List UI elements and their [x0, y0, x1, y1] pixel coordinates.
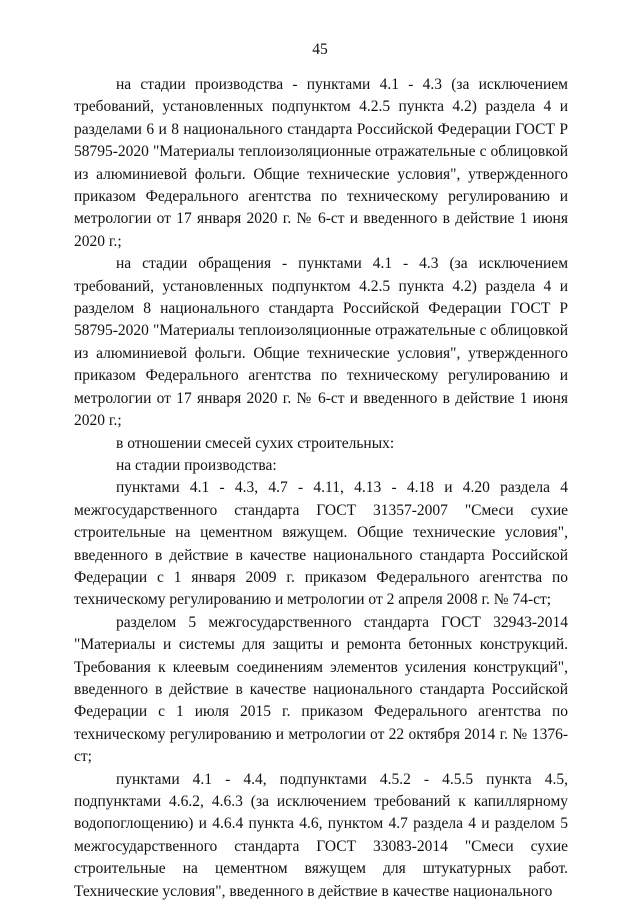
- paragraph-production-stage-heading: на стадии производства:: [116, 456, 277, 474]
- paragraph-production-stage-foil: на стадии производства - пунктами 4.1 - 4.3 (за исключением требований, установленных подпунктом 4.2.5 пункта 4.2) раздела 4 и разделами 6 и 8 национального стандарта Российской Федерации ГОСТ Р 58795-2020 "Материалы теплоизоляционные отражательные с облицовкой из алюминиевой фольги. Общие технические условия", утвержденного приказом Федерального агентства по техническому регулированию и метрологии от 17 января 2020 г. № 6-ст и введенного в действие 1 июня 2020 г.;: [74, 76, 568, 250]
- paragraph-gost-31357: пунктами 4.1 - 4.3, 4.7 - 4.11, 4.13 - 4.18 и 4.20 раздела 4 межгосударственного стандарта ГОСТ 31357-2007 "Смеси сухие строительные на цементном вяжущем. Общие технические условия", введенного в действие в качестве национального стандарта Российской Федерации с 1 января 2009 г. приказом Федерального агентства по техническому регулированию и метрологии от 2 апреля 2008 г. № 74-ст;: [74, 479, 568, 609]
- document-body: [74, 74, 568, 903]
- paragraph-circulation-stage-foil: на стадии обращения - пунктами 4.1 - 4.3 (за исключением требований, установленных подпунктом 4.2.5 пункта 4.2) раздела 4 и разделом 8 национального стандарта Российской Федерации ГОСТ Р 58795-2020 "Материалы теплоизоляционные отражательные с облицовкой из алюминиевой фольги. Общие технические условия", утвержденного приказом Федерального агентства по техническому регулированию и метрологии от 17 января 2020 г. № 6-ст и введенного в действие 1 июня 2020 г.;: [74, 255, 568, 430]
- paragraph-gost-32943: разделом 5 межгосударственного стандарта ГОСТ 32943-2014 "Материалы и системы для защиты и ремонта бетонных конструкций. Требования к клеевым соединениям элементов усиления конструкций", введенного в действие в качестве национального стандарта Российской Федерации с 1 июля 2015 г. приказом Федерального агентства по техническому регулированию и метрологии от 22 октября 2014 г. № 1376-ст;: [74, 613, 568, 766]
- paragraph-dry-mixes-heading: в отношении смесей сухих строительных:: [116, 434, 395, 452]
- page-number: 45: [312, 41, 328, 58]
- paragraph-gost-33083: пунктами 4.1 - 4.4, подпунктами 4.5.2 - 4.5.5 пункта 4.5, подпунктами 4.6.2, 4.6.3 (за исключением требований к капиллярному водопоглощению) и 4.6.4 пункта 4.6, пунктом 4.7 раздела 4 и разделом 5 межгосударственного стандарта ГОСТ 33083-2014 "Смеси сухие строительные на цементном вяжущем для штукатурных работ. Технические условия", введенного в действие в качестве национального: [74, 770, 568, 900]
